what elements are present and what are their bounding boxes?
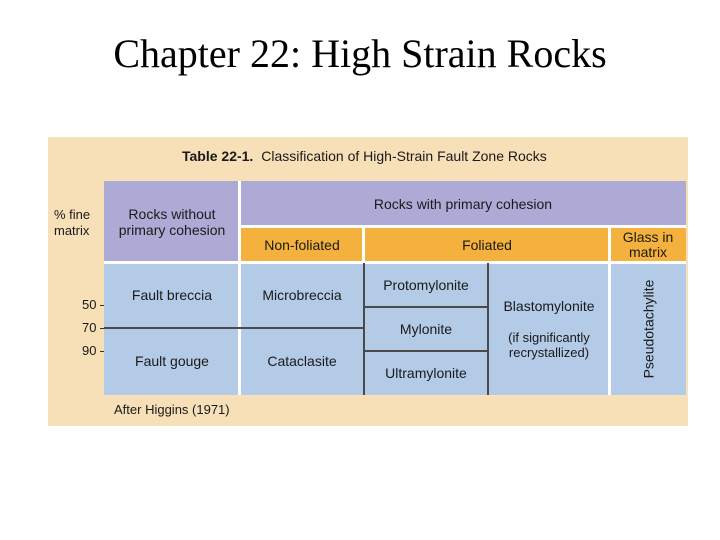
axis-label-line1: % fine (54, 207, 91, 222)
grid-line (104, 327, 364, 329)
cell-mylonite: Mylonite (364, 307, 488, 351)
header-without-cohesion: Rocks without primary cohesion (104, 181, 240, 263)
grid-line (364, 350, 488, 352)
grid-line (364, 306, 488, 308)
header-non-foliated: Non-foliated (240, 227, 364, 263)
table-caption-number: Table 22-1. (182, 148, 254, 164)
cell-fault-breccia: Fault breccia (104, 263, 240, 327)
axis-label-line2: matrix (54, 223, 90, 238)
cell-cataclasite: Cataclasite (240, 327, 364, 395)
axis-tick-50: 50 (82, 297, 97, 312)
separator (240, 225, 686, 228)
separator (608, 227, 611, 395)
cell-pseudotachylite (610, 263, 686, 395)
header-foliated: Foliated (364, 227, 610, 263)
grid-line (363, 263, 365, 395)
cell-blastomylonite (488, 263, 610, 395)
header-with-cohesion: Rocks with primary cohesion (240, 181, 686, 227)
cell-fault-gouge: Fault gouge (104, 327, 240, 395)
source-note: After Higgins (1971) (114, 402, 230, 417)
slide-title: Chapter 22: High Strain Rocks (113, 31, 607, 76)
table-caption (182, 148, 547, 164)
header-glass: Glass in matrix (610, 227, 686, 263)
classification-table-panel (48, 137, 688, 426)
blastomylonite-note: (if significantly recrystallized) (508, 330, 590, 360)
grid-line (487, 263, 489, 395)
blastomylonite-label: Blastomylonite (503, 298, 595, 314)
axis-label (54, 207, 90, 239)
separator (104, 261, 686, 264)
pseudotachylite-label: Pseudotachylite (640, 279, 656, 379)
cell-protomylonite: Protomylonite (364, 263, 488, 307)
cell-microbreccia: Microbreccia (240, 263, 364, 327)
axis-tick-90: 90 (82, 343, 97, 358)
table-caption-text: Classification of High-Strain Fault Zone Rocks (261, 148, 547, 164)
axis-tick-70: 70 (82, 320, 97, 335)
cell-ultramylonite: Ultramylonite (364, 351, 488, 395)
separator (238, 181, 241, 395)
separator (362, 227, 365, 263)
